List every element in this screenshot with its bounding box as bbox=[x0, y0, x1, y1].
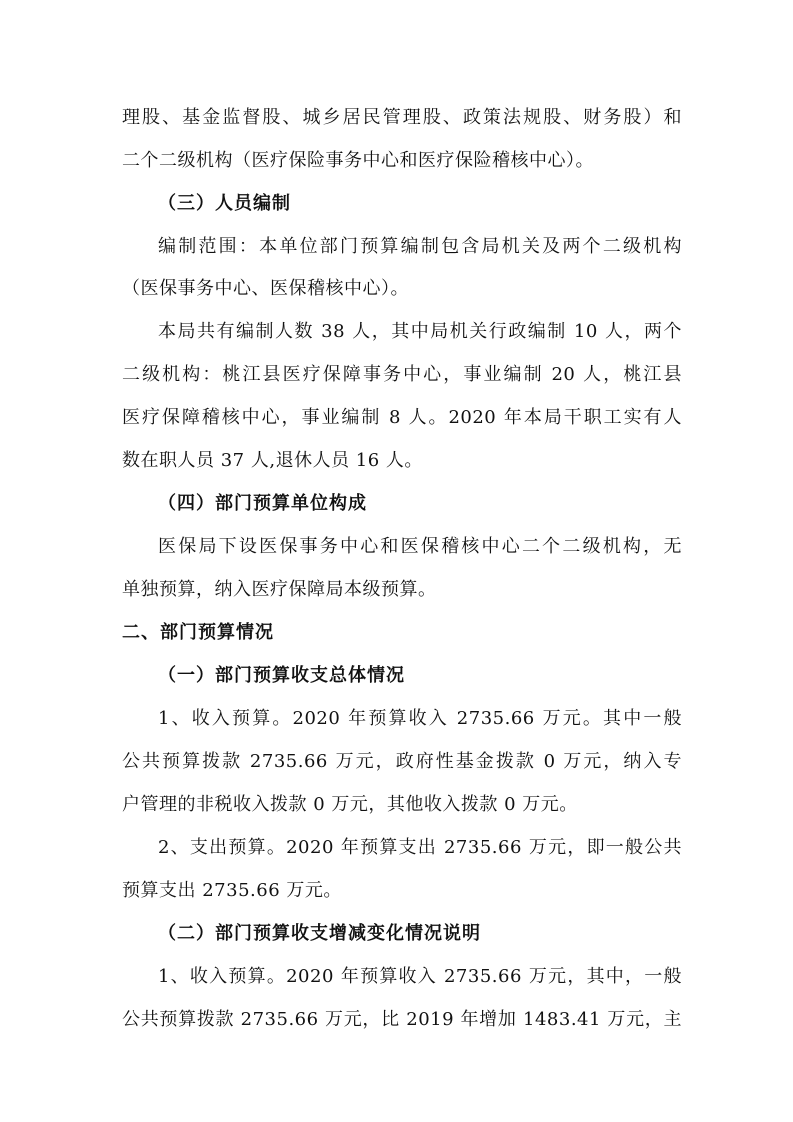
paragraph-line: 户管理的非税收入拨款 0 万元，其他收入拨款 0 万元。 bbox=[122, 794, 578, 815]
section-heading: （一）部门预算收支总体情况 bbox=[158, 665, 405, 686]
paragraph-line: 数在职人员 37 人,退休人员 16 人。 bbox=[122, 450, 423, 471]
paragraph-line: 二个二级机构（医疗保险事务中心和医疗保险稽核中心）。 bbox=[122, 150, 594, 171]
section-heading: （四）部门预算单位构成 bbox=[158, 493, 367, 514]
paragraph-line: （医保事务中心、医保稽核中心）。 bbox=[122, 278, 409, 299]
paragraph-line: 预算支出 2735.66 万元。 bbox=[122, 880, 342, 901]
paragraph-line: 理股、基金监督股、城乡居民管理股、政策法规股、财务股）和 bbox=[122, 107, 682, 128]
paragraph-line: 1、收入预算。2020 年预算收入 2735.66 万元。其中一般 bbox=[158, 708, 682, 729]
paragraph-line: 二级机构：桃江县医疗保障事务中心，事业编制 20 人，桃江县 bbox=[122, 364, 682, 385]
paragraph-line: 编制范围：本单位部门预算编制包含局机关及两个二级机构 bbox=[158, 236, 682, 257]
paragraph-line: 医疗保障稽核中心，事业编制 8 人。2020 年本局干职工实有人 bbox=[122, 407, 682, 428]
paragraph-line: 医保局下设医保事务中心和医保稽核中心二个二级机构，无 bbox=[158, 536, 682, 557]
section-heading: （三）人员编制 bbox=[158, 193, 291, 214]
section-heading: （二）部门预算收支增减变化情况说明 bbox=[158, 923, 481, 944]
chapter-heading: 二、部门预算情况 bbox=[122, 622, 274, 643]
paragraph-line: 2、支出预算。2020 年预算支出 2735.66 万元，即一般公共 bbox=[158, 837, 682, 858]
paragraph-line: 单独预算，纳入医疗保障局本级预算。 bbox=[122, 579, 437, 600]
paragraph-line: 公共预算拨款 2735.66 万元，比 2019 年增加 1483.41 万元，主 bbox=[122, 1009, 682, 1030]
paragraph-line: 本局共有编制人数 38 人，其中局机关行政编制 10 人，两个 bbox=[158, 321, 682, 342]
paragraph-line: 1、收入预算。2020 年预算收入 2735.66 万元，其中，一般 bbox=[158, 966, 682, 987]
paragraph-line: 公共预算拨款 2735.66 万元，政府性基金拨款 0 万元，纳入专 bbox=[122, 751, 682, 772]
